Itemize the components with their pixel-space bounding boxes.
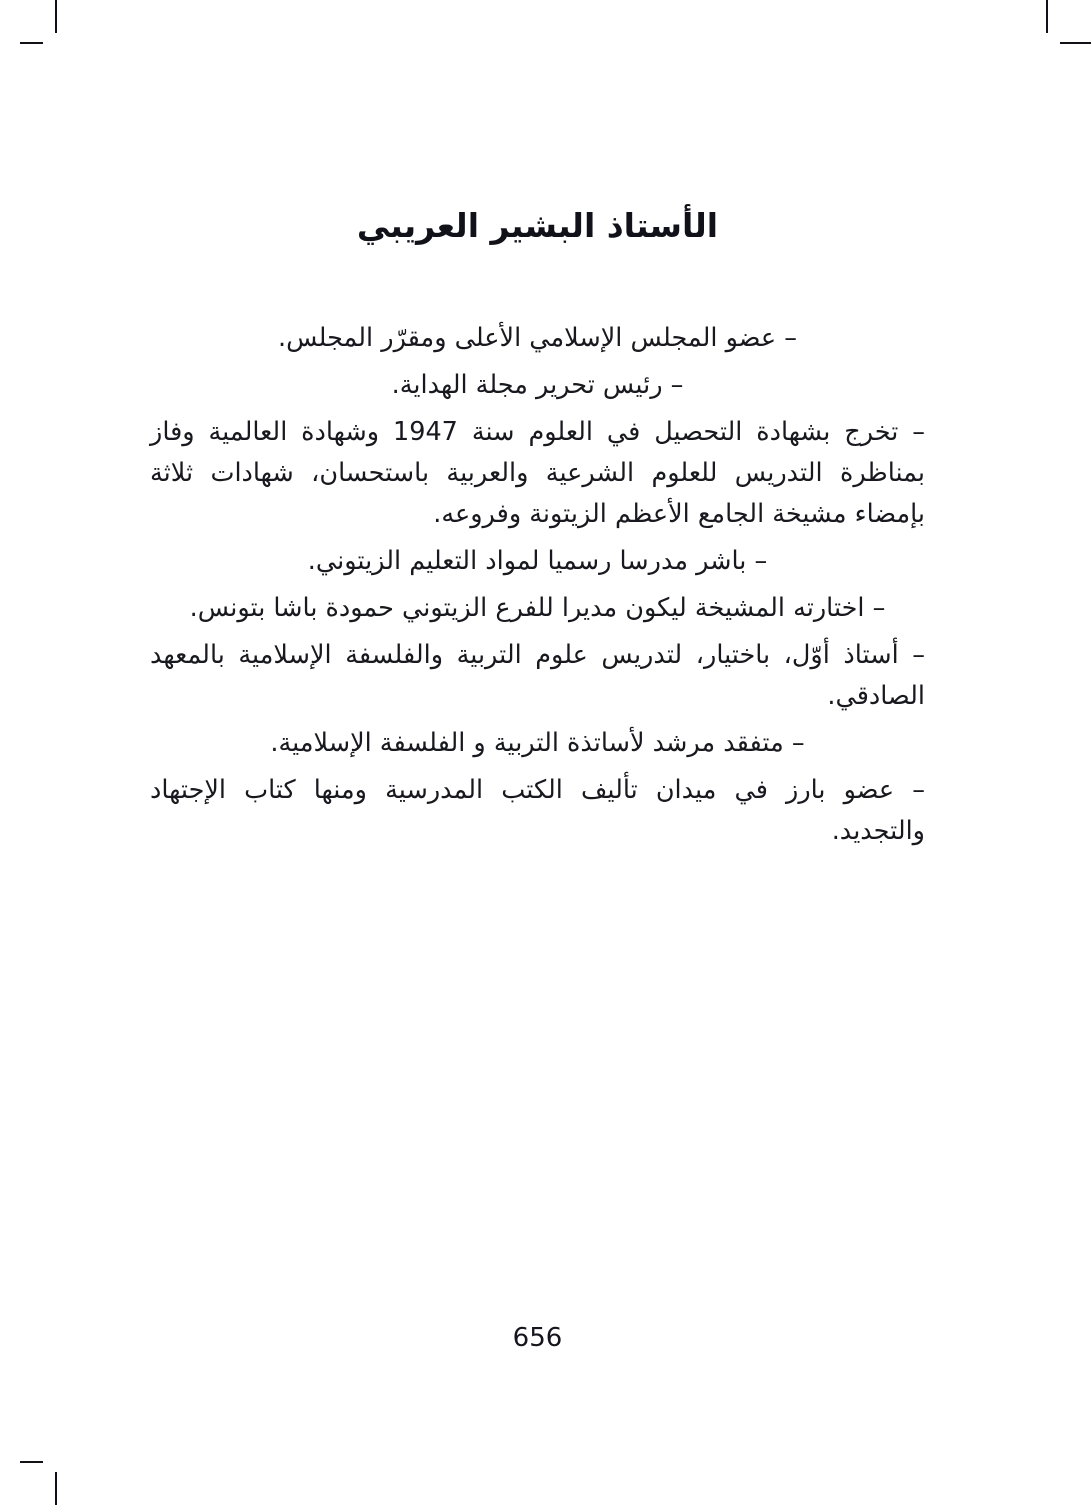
- list-item-textbook-author: – عضو بارز في ميدان تأليف الكتب المدرسية ومنها كتاب الإجتهاد والتجديد.: [150, 775, 925, 846]
- crop-mark-bottom-left-horizontal: [20, 1461, 43, 1463]
- crop-mark-top-left-horizontal: [20, 42, 43, 44]
- list-item-graduation-1947: – تخرج بشهادة التحصيل في العلوم سنة 1947 وشهادة العالمية وفاز بمناظرة التدريس للعلوم الشرعية والعربية باستحسان، شهادات ثلاثة بإمضاء مشيخة الجامع الأعظم الزيتونة وفروعه.: [150, 417, 925, 529]
- list-item-inspector-guide: – متفقد مرشد لأساتذة التربية و الفلسفة الإسلامية.: [270, 728, 805, 758]
- list-item-editor-in-chief: – رئيس تحرير مجلة الهداية.: [391, 370, 684, 400]
- crop-mark-top-right-vertical: [1046, 0, 1048, 33]
- list-item-council-member: – عضو المجلس الإسلامي الأعلى ومقرّر المجلس.: [278, 323, 797, 353]
- crop-mark-top-right-horizontal: [1060, 42, 1091, 44]
- list-item-official-teacher: – باشر مدرسا رسميا لمواد التعليم الزيتوني.: [307, 546, 768, 576]
- page-number: 656: [512, 1323, 563, 1353]
- crop-mark-top-left-vertical: [55, 0, 57, 33]
- crop-mark-bottom-left-vertical: [55, 1472, 57, 1505]
- biography-entry-list: [150, 318, 925, 858]
- list-item-first-professor: – أستاذ أوّل، باختيار، لتدريس علوم التربية والفلسفة الإسلامية بالمعهد الصادقي.: [150, 640, 925, 711]
- page-title: الأستاذ البشير العريبي: [356, 206, 719, 245]
- list-item-branch-director: – اختارته المشيخة ليكون مديرا للفرع الزيتوني حمودة باشا بتونس.: [189, 593, 886, 623]
- page-content: [150, 0, 925, 1505]
